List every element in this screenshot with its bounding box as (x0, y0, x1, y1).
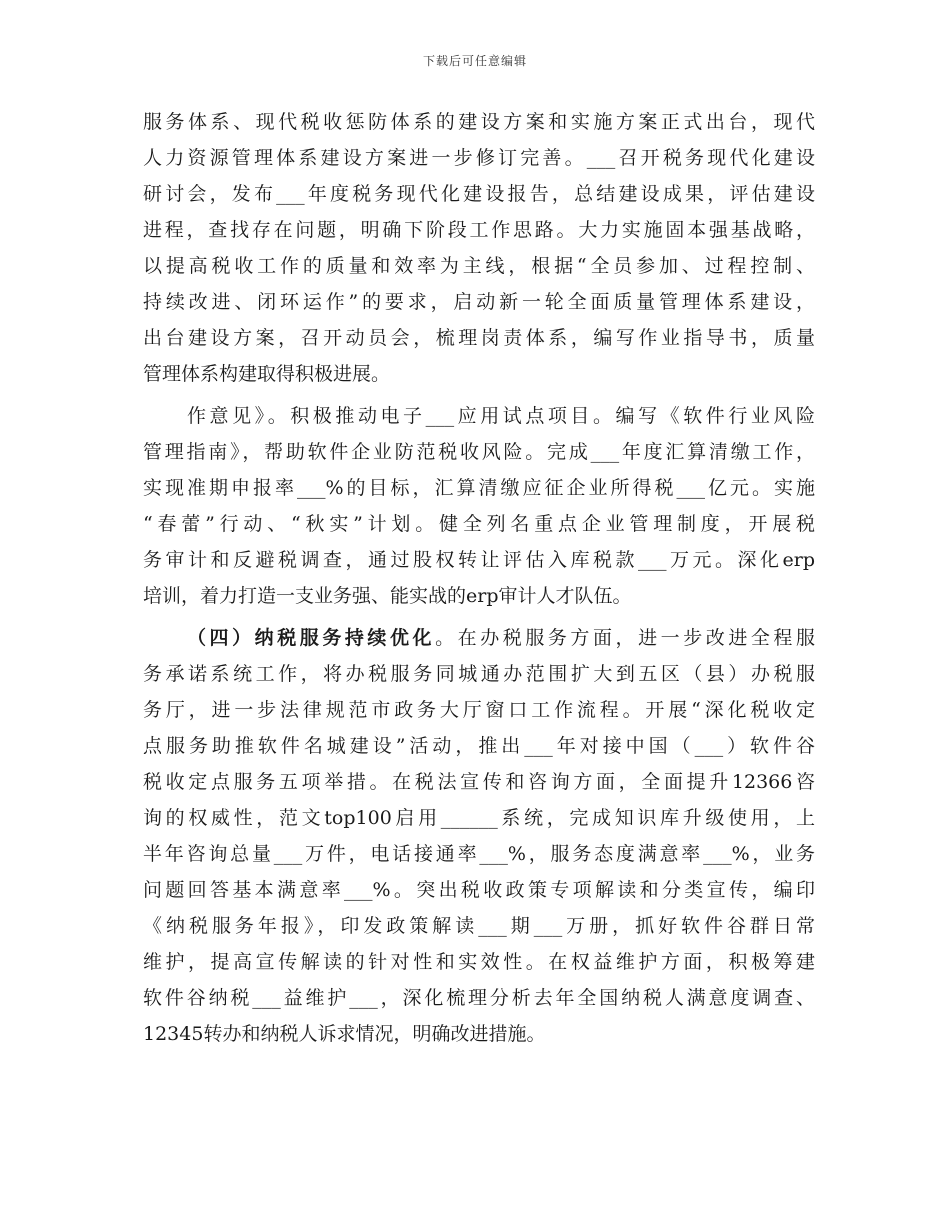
document-body (143, 104, 815, 1052)
text-line: 出台建设方案，召开动员会，梳理岗责体系，编写作业指导书，质量 (143, 327, 815, 349)
text-line: 作意见》。积极推动电子___应用试点项目。编写《软件行业风险 (187, 405, 815, 427)
text-line: 半年咨询总量___万件，电话接通率___%，服务态度满意率___%，业务 (143, 843, 815, 865)
section-heading: （四）纳税服务持续优化 (187, 627, 436, 649)
text-line: 问题回答基本满意率___%。突出税收政策专项解读和分类宣传，编印 (143, 879, 815, 901)
text-line: 研讨会，发布___年度税务现代化建设报告，总结建设成果，评估建设 (143, 183, 815, 205)
text-line: 12345转办和纳税人诉求情况，明确改进措施。 (143, 1023, 546, 1045)
text-line: 税收定点服务五项举措。在税法宣传和咨询方面，全面提升12366咨 (143, 771, 815, 793)
text-line: 点服务助推软件名城建设”活动，推出___年对接中国（___）软件谷 (143, 735, 815, 757)
text-line: 实现准期申报率___%的目标，汇算清缴应征企业所得税___亿元。实施 (143, 477, 815, 499)
text-line: “春蕾”行动、“秋实”计划。健全列名重点企业管理制度，开展税 (143, 513, 815, 535)
text-line: 维护，提高宣传解读的针对性和实效性。在权益维护方面，积极筹建 (143, 951, 815, 973)
text-line: 进程，查找存在问题，明确下阶段工作思路。大力实施固本强基战略， (143, 219, 815, 241)
text-line: 管理指南》，帮助软件企业防范税收风险。完成___年度汇算清缴工作， (143, 441, 815, 463)
text-line: 培训，着力打造一支业务强、能实战的erp审计人才队伍。 (143, 585, 632, 607)
paragraph-3 (143, 620, 815, 1052)
text-line: 询的权威性，范文top100启用______系统，完成知识库升级使用，上 (143, 807, 815, 829)
page-header: 下载后可任意编辑 (422, 54, 527, 68)
text-line (143, 620, 815, 656)
text-line: 管理体系构建取得积极进展。 (143, 363, 391, 385)
paragraph-1 (143, 104, 815, 392)
text-line: 务审计和反避税调查，通过股权转让评估入库税款___万元。深化erp (143, 549, 815, 571)
text-line: 人力资源管理体系建设方案进一步修订完善。___召开税务现代化建设 (143, 147, 815, 169)
text-run: 。在办税服务方面，进一步改进全程服 (435, 627, 815, 649)
text-line: 服务体系、现代税收惩防体系的建设方案和实施方案正式出台，现代 (143, 111, 815, 133)
text-line: 务厅，进一步法律规范市政务大厅窗口工作流程。开展“深化税收定 (143, 699, 815, 721)
paragraph-2 (143, 398, 815, 614)
text-line: 《纳税服务年报》，印发政策解读___期___万册，抓好软件谷群日常 (143, 915, 815, 937)
text-line: 务承诺系统工作，将办税服务同城通办范围扩大到五区（县）办税服 (143, 663, 815, 685)
text-line: 以提高税收工作的质量和效率为主线，根据“全员参加、过程控制、 (143, 255, 815, 277)
text-line: 软件谷纳税___益维护___，深化梳理分析去年全国纳税人满意度调查、 (143, 987, 815, 1009)
text-line: 持续改进、闭环运作”的要求，启动新一轮全面质量管理体系建设， (143, 291, 815, 313)
